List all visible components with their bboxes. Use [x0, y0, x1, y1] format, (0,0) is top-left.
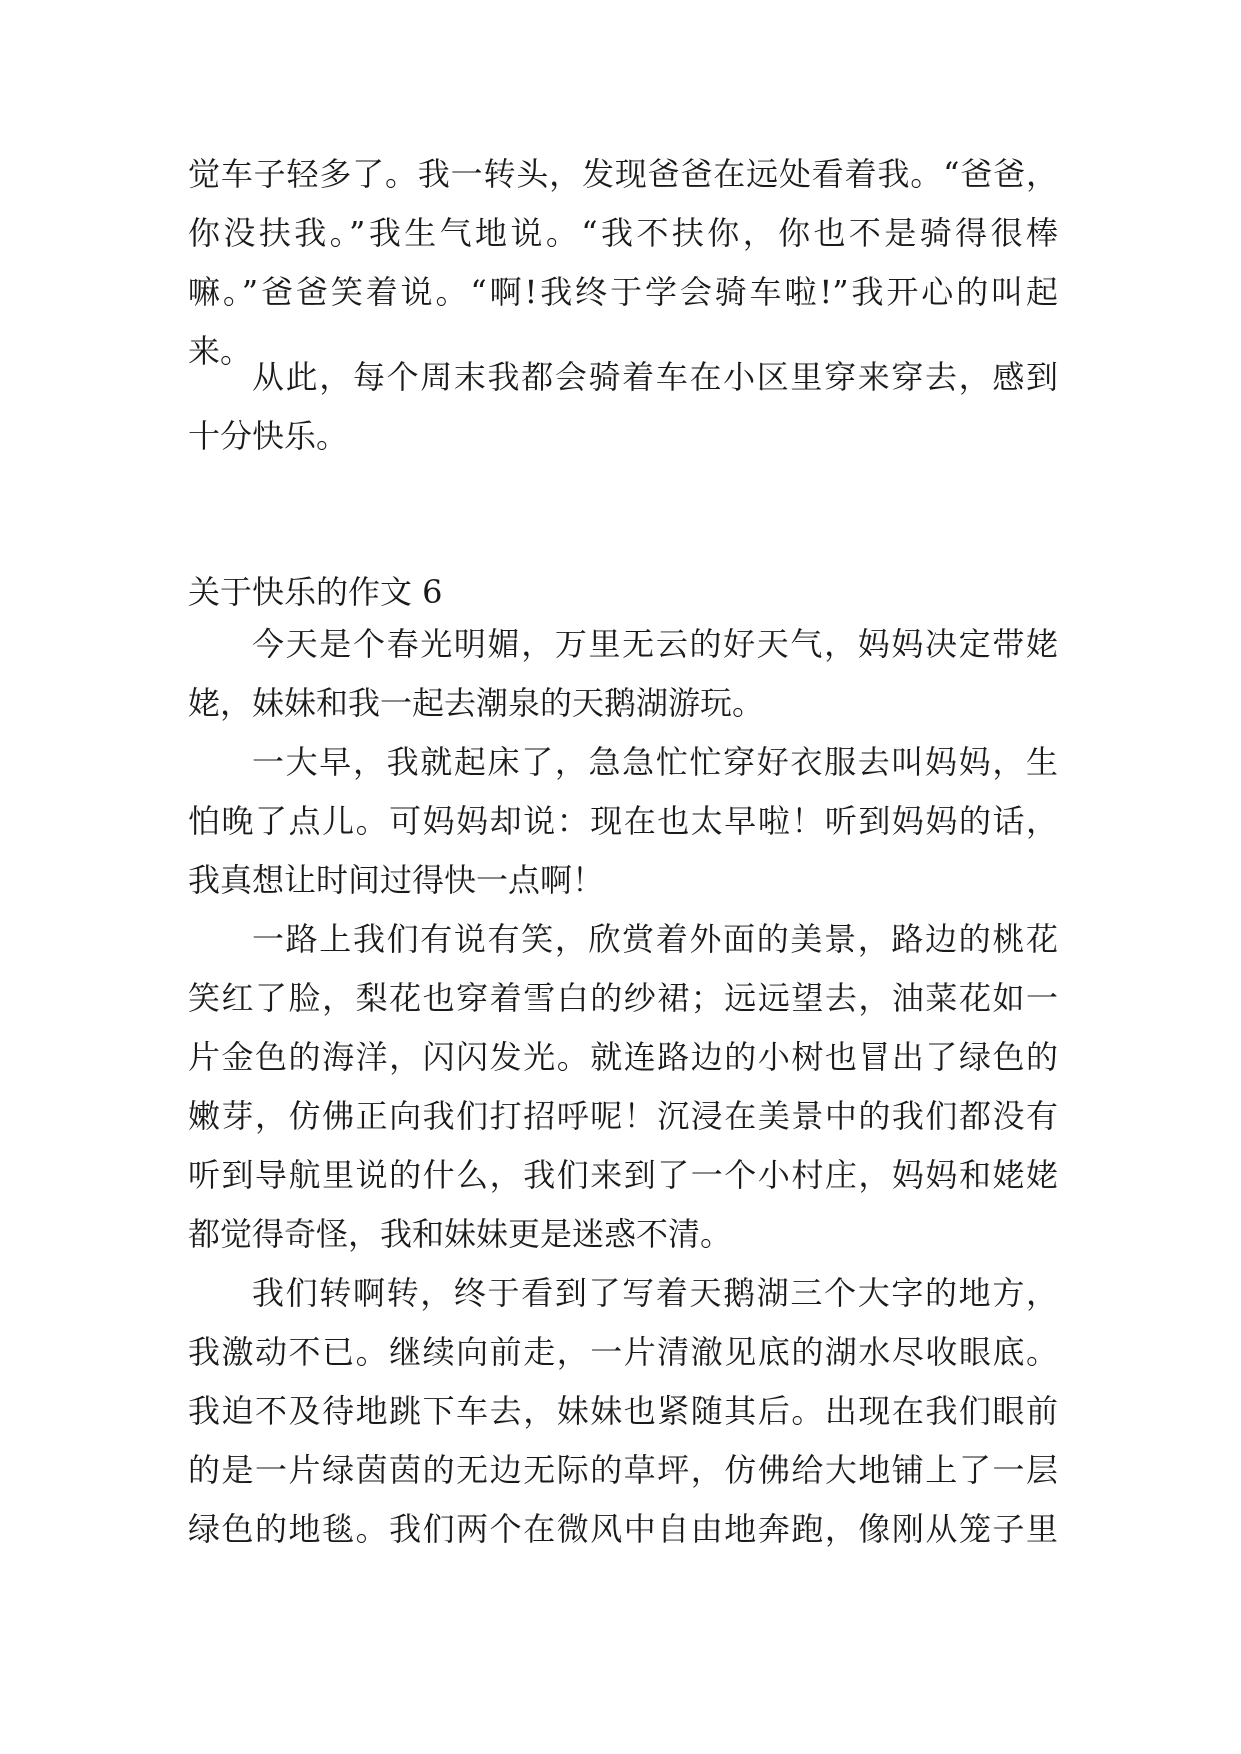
- text-line: 从此，每个周末我都会骑着车在小区里穿来穿去，感到: [252, 358, 1058, 396]
- paragraph-continued: [188, 145, 1058, 381]
- text-line: 的是一片绿茵茵的无边无际的草坪，仿佛给大地铺上了一层: [188, 1451, 1058, 1489]
- text-line: 一大早，我就起床了，急急忙忙穿好衣服去叫妈妈，生: [252, 743, 1058, 781]
- text-line: 今天是个春光明媚，万里无云的好天气，妈妈决定带姥: [252, 625, 1058, 663]
- text-line: 来。: [188, 332, 253, 370]
- text-line: 听到导航里说的什么，我们来到了一个小村庄，妈妈和姥姥: [188, 1156, 1058, 1194]
- text-line: 一路上我们有说有笑，欣赏着外面的美景，路边的桃花: [252, 920, 1058, 958]
- text-line: 我迫不及待地跳下车去，妹妹也紧随其后。出现在我们眼前: [188, 1392, 1058, 1430]
- text-line: 姥，妹妹和我一起去潮泉的天鹅湖游玩。: [188, 684, 765, 722]
- text-line: 我们转啊转，终于看到了写着天鹅湖三个大字的地方，: [252, 1274, 1058, 1312]
- text-line: 嘛。”爸爸笑着说。“啊!我终于学会骑车啦!”我开心的叫起: [188, 273, 1058, 311]
- text-line: 你没扶我。”我生气地说。“我不扶你，你也不是骑得很棒: [188, 214, 1058, 252]
- text-line: 怕晚了点儿。可妈妈却说：现在也太早啦！听到妈妈的话，: [188, 802, 1058, 840]
- text-line: 嫩芽，仿佛正向我们打招呼呢！沉浸在美景中的我们都没有: [188, 1097, 1058, 1135]
- text-line: 觉车子轻多了。我一转头，发现爸爸在远处看着我。“爸爸，: [188, 155, 1058, 193]
- essay-title: 关于快乐的作文 6: [188, 573, 443, 611]
- text-line: 十分快乐。: [188, 417, 349, 455]
- text-line: 我激动不已。继续向前走，一片清澈见底的湖水尽收眼底。: [188, 1333, 1058, 1371]
- text-line: 片金色的海洋，闪闪发光。就连路边的小树也冒出了绿色的: [188, 1038, 1058, 1076]
- text-line: 我真想让时间过得快一点啊！: [188, 861, 605, 899]
- text-line: 都觉得奇怪，我和妹妹更是迷惑不清。: [188, 1215, 733, 1253]
- paragraph-from-then: [188, 348, 1058, 466]
- text-line: 笑红了脸，梨花也穿着雪白的纱裙；远远望去，油菜花如一: [188, 979, 1058, 1017]
- essay-body: [188, 615, 1058, 1559]
- text-line: 绿色的地毯。我们两个在微风中自由地奔跑，像刚从笼子里: [188, 1510, 1058, 1548]
